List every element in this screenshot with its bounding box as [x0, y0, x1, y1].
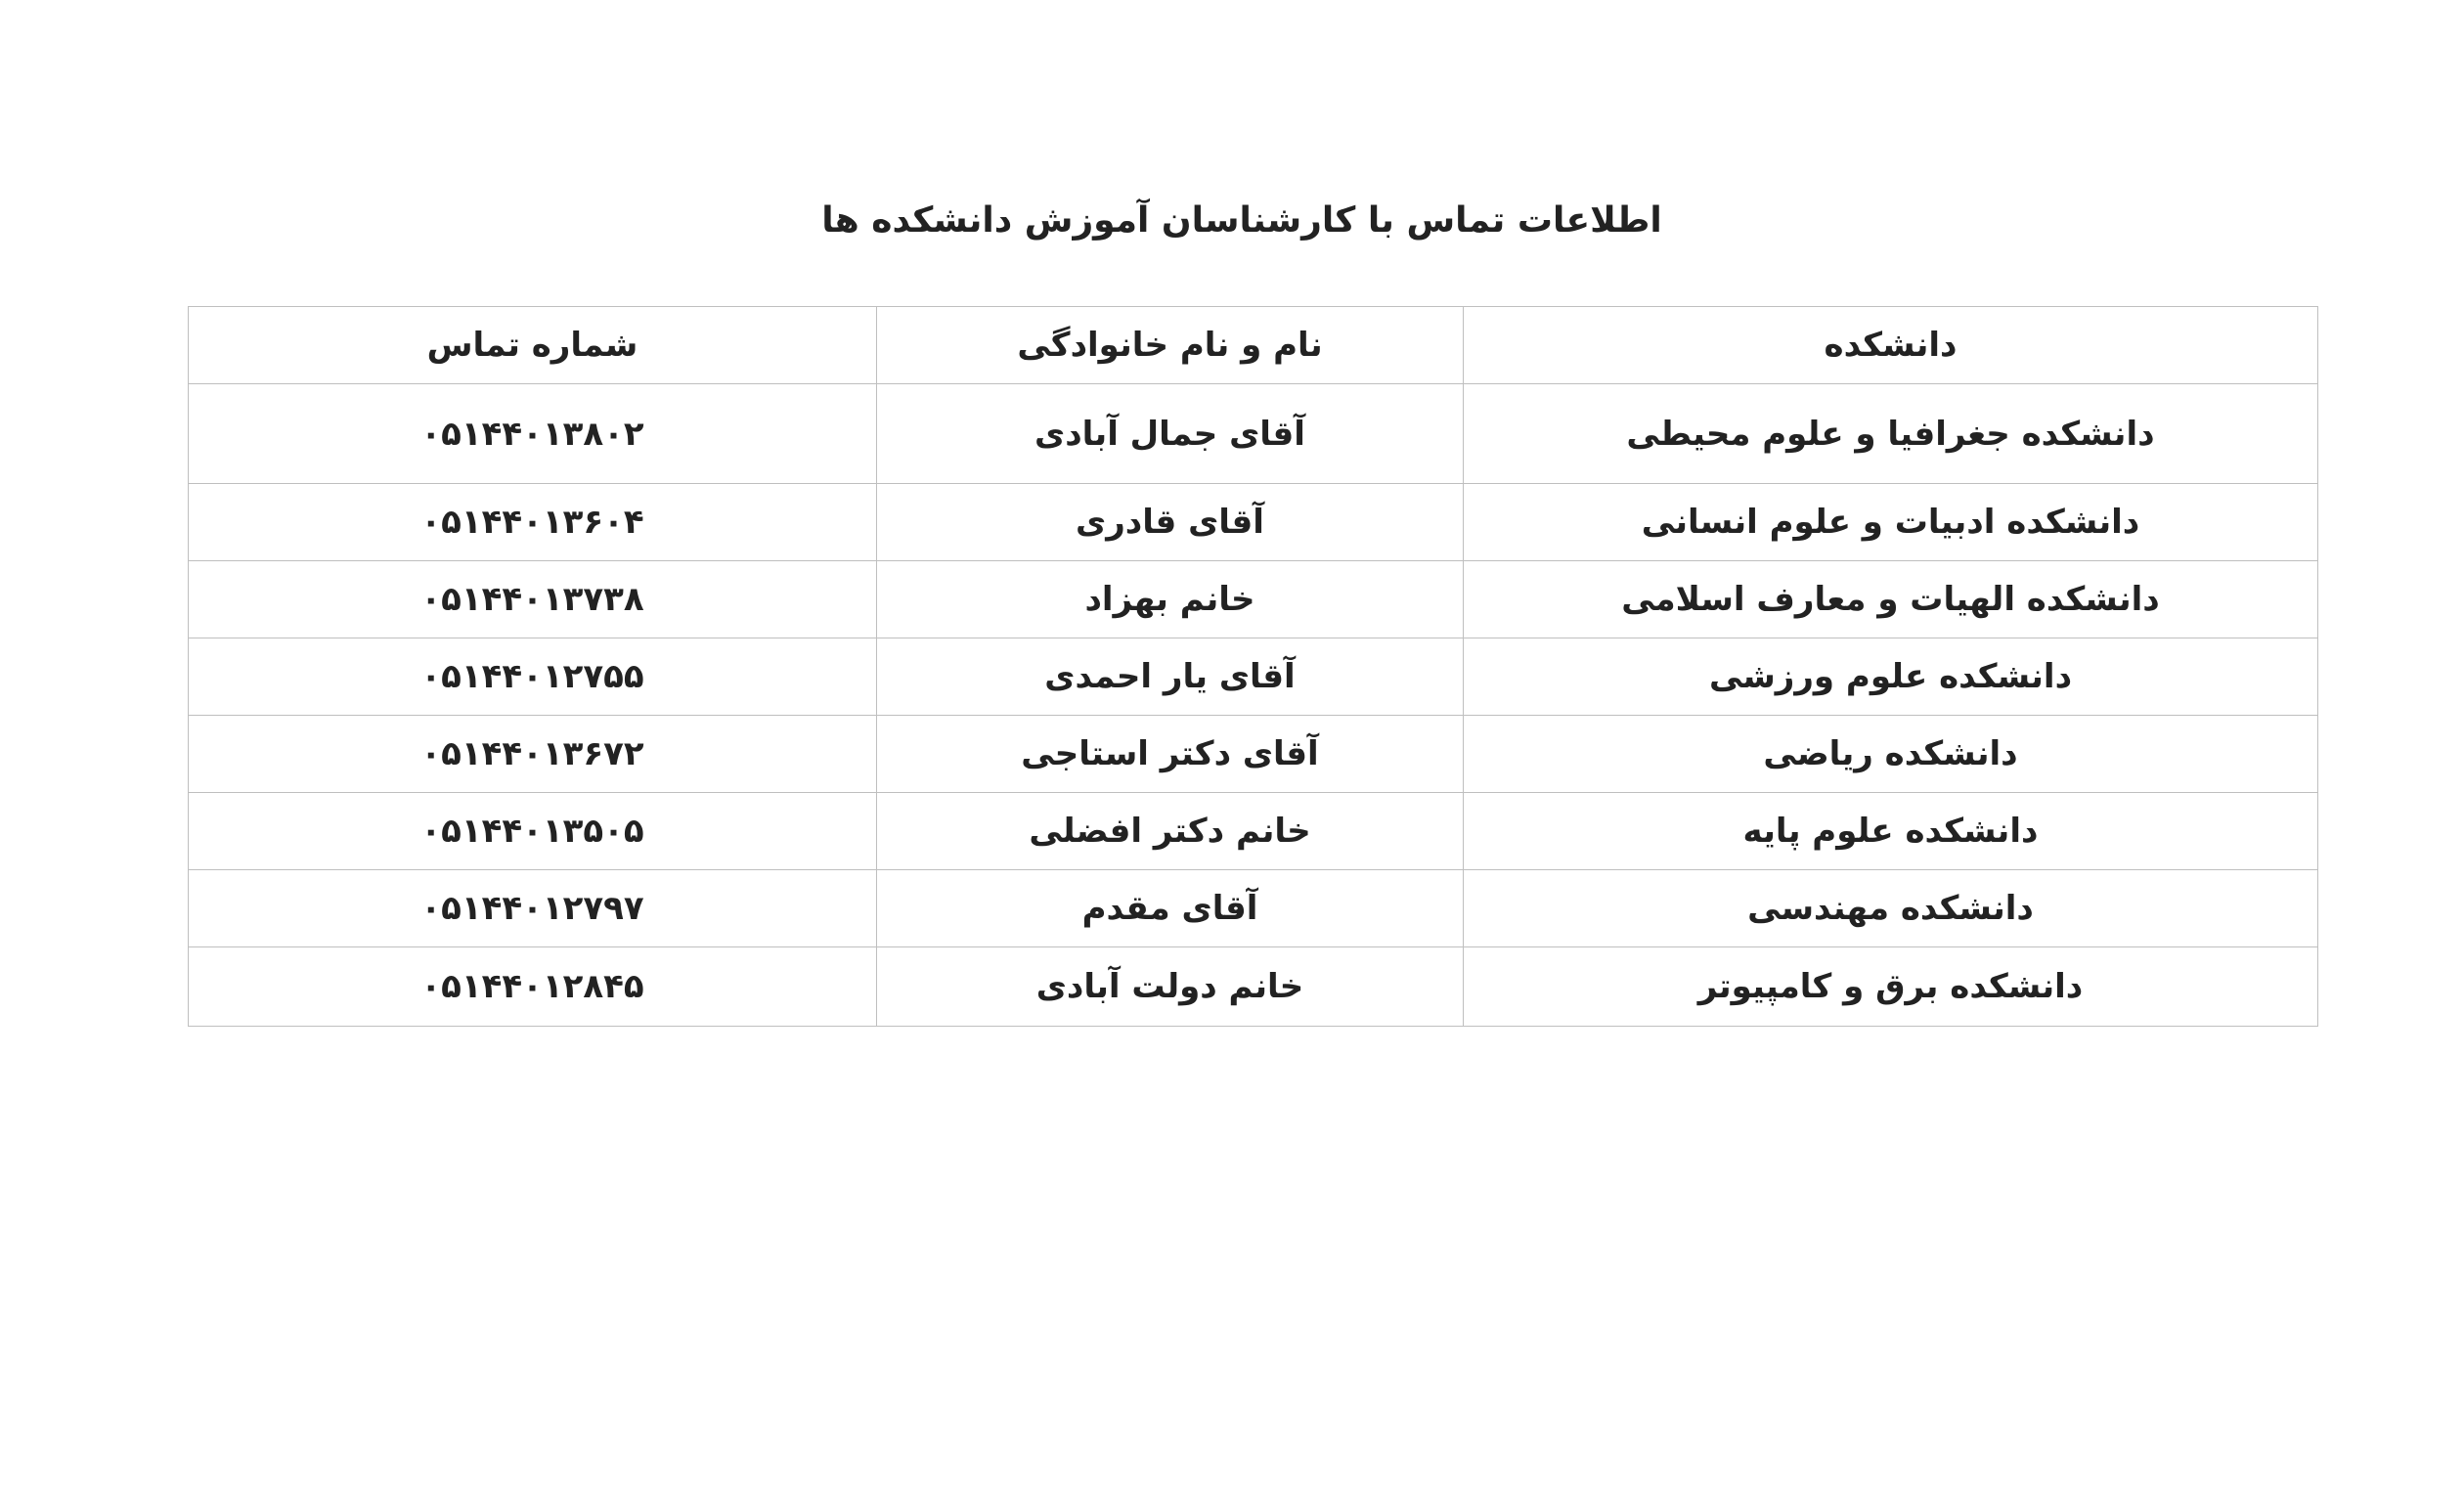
faculty-cell: دانشکده ادبیات و علوم انسانی: [1464, 484, 2318, 561]
faculty-cell: دانشکده ریاضی: [1464, 716, 2318, 793]
name-cell: خانم بهزاد: [877, 561, 1464, 638]
table-row: [189, 947, 2318, 1027]
phone-number: ۰۵۱۴۴۰۱۳۶۰۴: [420, 503, 644, 542]
phone-cell: [189, 947, 877, 1027]
table-row: [189, 870, 2318, 947]
phone-number: ۰۵۱۴۴۰۱۲۸۴۵: [420, 967, 644, 1006]
phone-cell: [189, 638, 877, 716]
phone-cell: [189, 384, 877, 484]
phone-cell: [189, 793, 877, 870]
faculty-cell: دانشکده علوم پایه: [1464, 793, 2318, 870]
table-row: [189, 384, 2318, 484]
table-header-row: [189, 307, 2318, 384]
name-cell: خانم دکتر افضلی: [877, 793, 1464, 870]
phone-cell: [189, 561, 877, 638]
name-cell: آقای دکتر استاجی: [877, 716, 1464, 793]
phone-number: ۰۵۱۴۴۰۱۳۸۰۲: [420, 414, 644, 454]
header-faculty: دانشکده: [1464, 307, 2318, 384]
table-row: [189, 638, 2318, 716]
header-phone: شماره تماس: [189, 307, 877, 384]
table-row: [189, 716, 2318, 793]
faculty-cell: دانشکده جغرافیا و علوم محیطی: [1464, 384, 2318, 484]
phone-cell: [189, 870, 877, 947]
header-name: نام و نام خانوادگی: [877, 307, 1464, 384]
phone-number: ۰۵۱۴۴۰۱۳۵۰۵: [420, 812, 644, 851]
page-title: اطلاعات تماس با کارشناسان آموزش دانشکده ها: [821, 200, 1662, 241]
faculty-cell: دانشکده علوم ورزشی: [1464, 638, 2318, 716]
name-cell: آقای قادری: [877, 484, 1464, 561]
name-cell: آقای یار احمدی: [877, 638, 1464, 716]
table-row: [189, 793, 2318, 870]
faculty-cell: دانشکده برق و کامپیوتر: [1464, 947, 2318, 1027]
table-row: [189, 561, 2318, 638]
phone-number: ۰۵۱۴۴۰۱۳۷۳۸: [420, 580, 644, 619]
contacts-table: [188, 306, 2318, 1027]
phone-cell: [189, 484, 877, 561]
name-cell: آقای جمال آبادی: [877, 384, 1464, 484]
phone-number: ۰۵۱۴۴۰۱۳۶۷۲: [420, 734, 644, 773]
name-cell: خانم دولت آبادی: [877, 947, 1464, 1027]
phone-number: ۰۵۱۴۴۰۱۲۷۵۵: [420, 657, 644, 696]
phone-cell: [189, 716, 877, 793]
phone-number: ۰۵۱۴۴۰۱۲۷۹۷: [420, 889, 644, 928]
faculty-cell: دانشکده مهندسی: [1464, 870, 2318, 947]
table-row: [189, 484, 2318, 561]
name-cell: آقای مقدم: [877, 870, 1464, 947]
faculty-cell: دانشکده الهیات و معارف اسلامی: [1464, 561, 2318, 638]
